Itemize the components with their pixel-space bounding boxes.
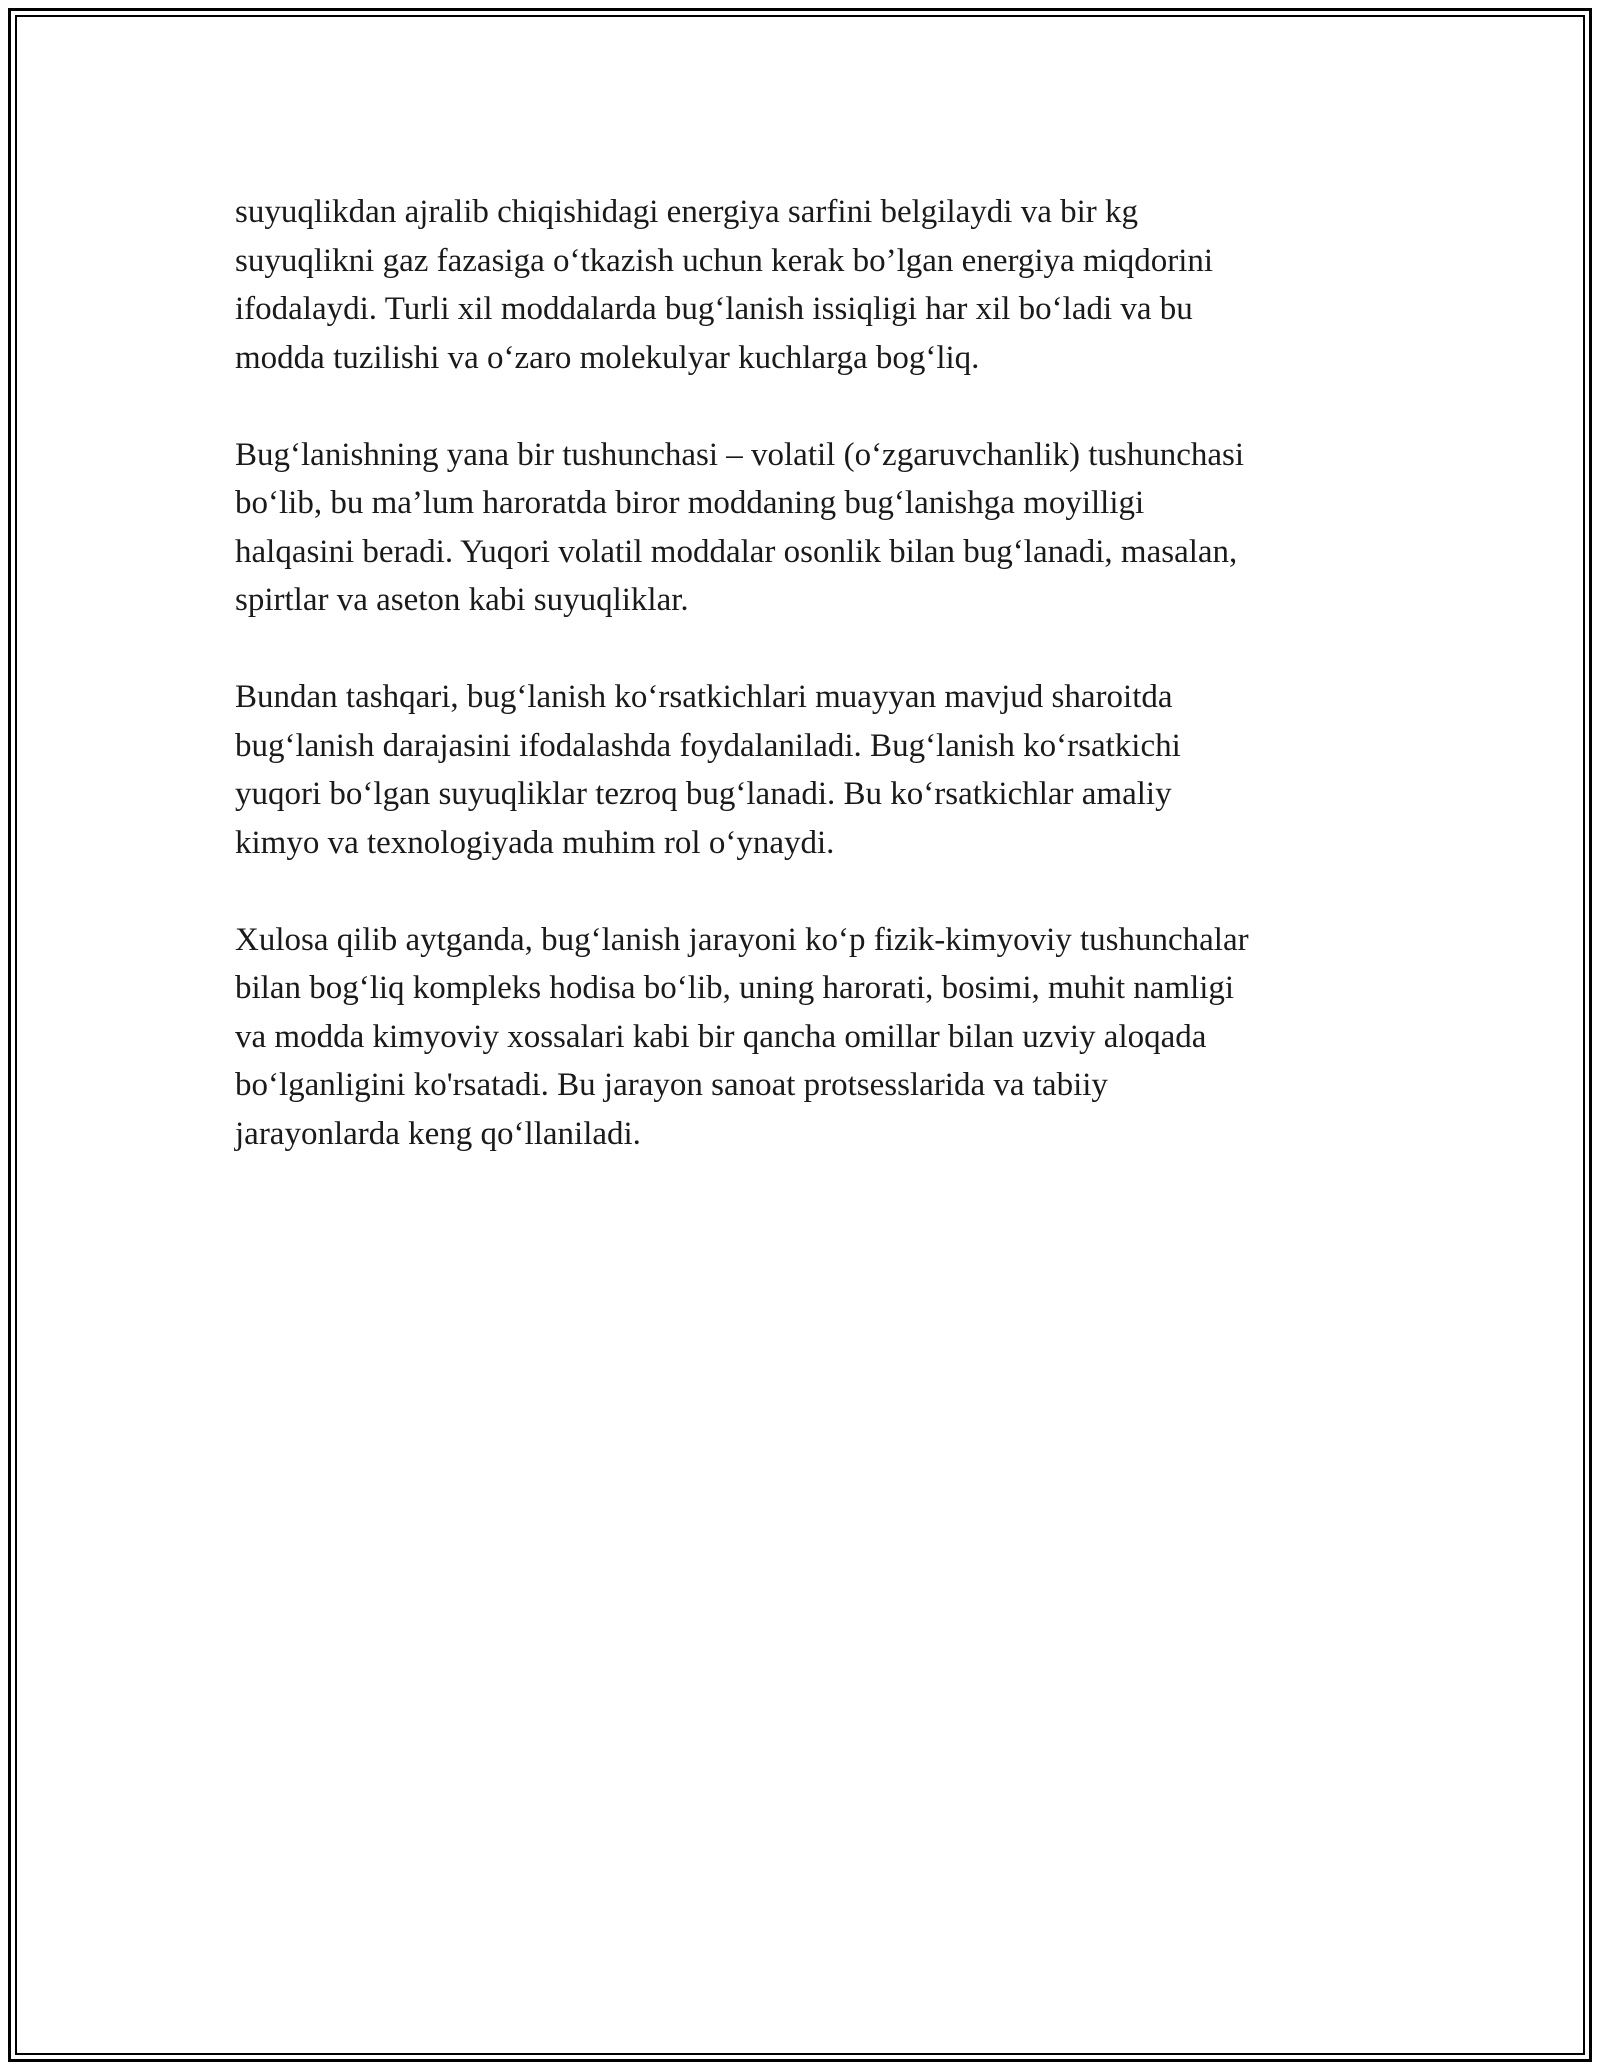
- text-line: bug‘lanish darajasini ifodalashda foydalaniladi. Bug‘lanish ko‘rsatkichi: [235, 727, 1181, 764]
- text-line: bilan bog‘liq kompleks hodisa bo‘lib, uning harorati, bosimi, muhit namligi: [235, 970, 1235, 1006]
- text-line: bo‘lganligini ko'rsatadi. Bu jarayon sanoat protsesslarida va tabiiy: [235, 1067, 1108, 1103]
- text-line: bo‘lib, bu ma’lum haroratda biror moddaning bug‘lanishga moyilligi: [235, 485, 1145, 521]
- text-line: Bug‘lanishning yana bir tushunchasi – volatil (o‘zgaruvchanlik) tushunchasi: [235, 436, 1245, 473]
- text-line: va modda kimyoviy xossalari kabi bir qancha omillar bilan uzviy aloqada: [235, 1018, 1207, 1055]
- text-line: yuqori bo‘lgan suyuqliklar tezroq bug‘lanadi. Bu ko‘rsatkichlar amaliy: [235, 776, 1172, 812]
- document-body: [235, 188, 1375, 1207]
- text-line: halqasini beradi. Yuqori volatil moddalar osonlik bilan bug‘lanadi, masalan,: [235, 533, 1238, 570]
- text-line: suyuqlikdan ajralib chiqishidagi energiya sarfini belgilaydi va bir kg: [235, 194, 1139, 230]
- text-line: Xulosa qilib aytganda, bug‘lanish jarayoni ko‘p fizik-kimyoviy tushunchalar: [235, 921, 1249, 958]
- text-line: spirtlar va aseton kabi suyuqliklar.: [235, 582, 689, 618]
- text-line: Bundan tashqari, bug‘lanish ko‘rsatkichlari muayyan mavjud sharoitda: [235, 679, 1173, 715]
- text-line: modda tuzilishi va o‘zaro molekulyar kuchlarga bog‘liq.: [235, 339, 980, 376]
- paragraph-4: [235, 916, 1375, 1159]
- text-line: ifodalaydi. Turli xil moddalarda bug‘lanish issiqligi har xil bo‘ladi va bu: [235, 291, 1193, 327]
- text-line: kimyo va texnologiyada muhim rol o‘ynaydi.: [235, 824, 835, 861]
- paragraph-3: [235, 673, 1375, 867]
- text-line: suyuqlikni gaz fazasiga o‘tkazish uchun kerak bo’lgan energiya miqdorini: [235, 242, 1214, 279]
- text-line: jarayonlarda keng qo‘llaniladi.: [235, 1115, 641, 1152]
- paragraph-1: [235, 188, 1375, 382]
- paragraph-2: [235, 431, 1375, 625]
